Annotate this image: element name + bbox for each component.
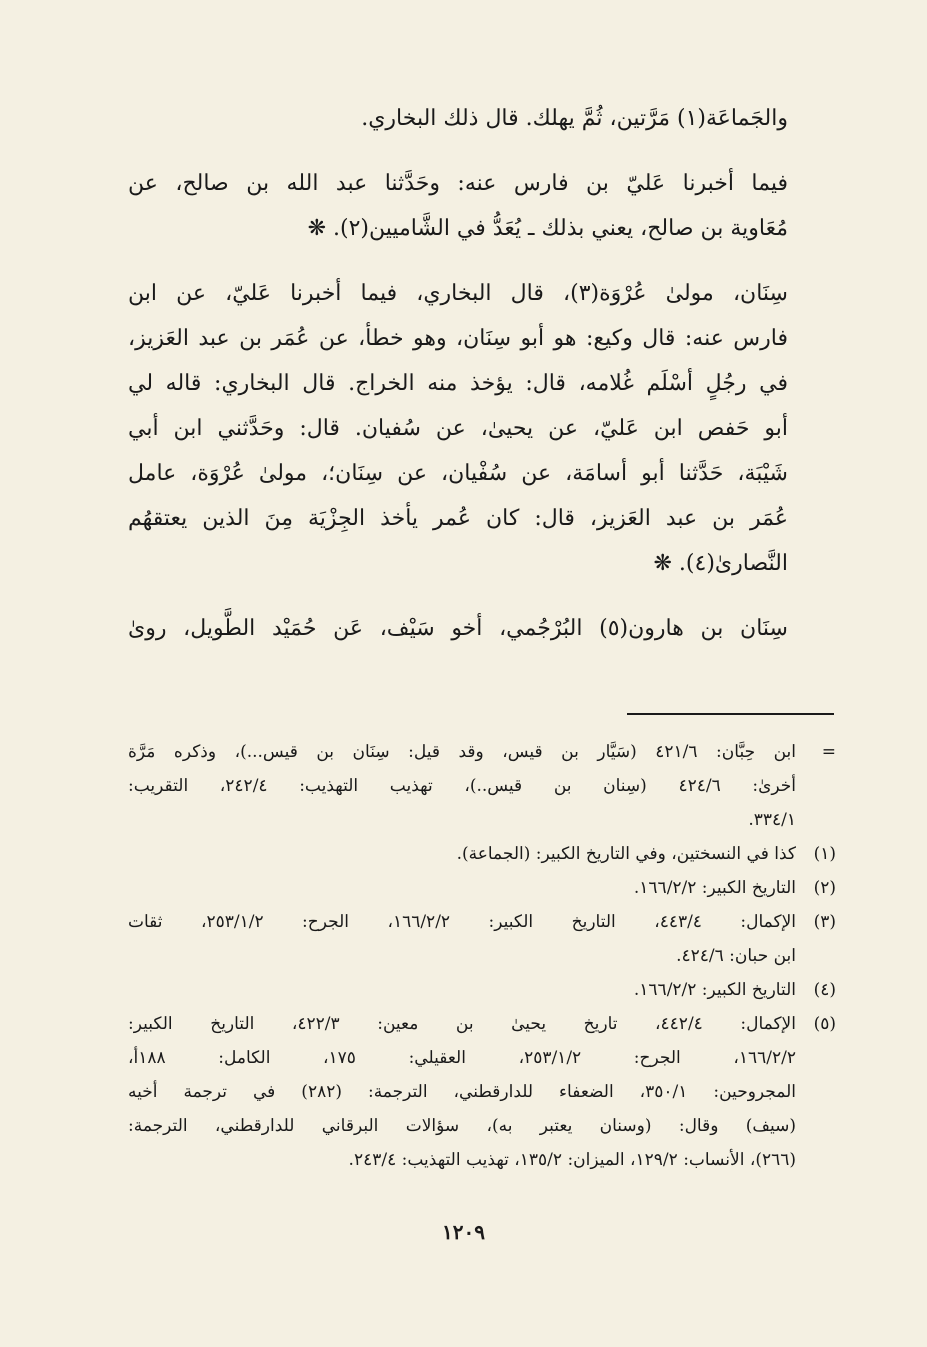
footnote-line: (٢٦٦)، الأنساب: ١٢٩/٢، الميزان: ١٣٥/٢، تهذيب التهذيب: ٢٤٣/٤. <box>348 1150 796 1170</box>
text-line: في رجُلٍ أسْلَم غُلامه، قال: يؤخذ منه الخراج. قال البخاري: قاله لي <box>128 371 788 396</box>
text-line: عُمَر بن عبد العَزيز، قال: كان عُمر يأخذ الجِزْيَة مِنَ الذين يعتقهُم <box>128 506 788 531</box>
footnotes <box>128 735 836 1177</box>
footnote-line: (سيف) وقال: (وسنان يعتبر به)، سؤالات البرقاني للدارقطني، الترجمة: <box>128 1116 796 1136</box>
footnote-marker: (٣) <box>813 912 836 932</box>
footnote-line: الإكمال: ٤٤٣/٤، التاريخ الكبير: ١٦٦/٢/٢، الجرح: ٢٥٣/١/٢، ثقات <box>128 912 796 932</box>
footnote-line: المجروحين: ٣٥٠/١، الضعفاء للدارقطني، الترجمة: (٢٨٢) في ترجمة أخيه <box>128 1082 796 1102</box>
text-line: فارس عنه: قال وكيع: هو أبو سِنَان، وهو خطأ، عن عُمَر بن عبد العَزيز، <box>128 326 788 351</box>
paragraph-2 <box>128 161 788 251</box>
text-line: مُعَاوية بن صالح، يعني بذلك ـ يُعَدُّ في الشَّاميين(٢). ❋ <box>307 216 788 241</box>
footnote-line: ٣٣٤/١. <box>748 810 796 830</box>
footnote-marker: (١) <box>813 844 836 864</box>
footnote-divider <box>627 713 834 715</box>
footnote-line: التاريخ الكبير: ١٦٦/٢/٢. <box>633 980 796 1000</box>
footnote-line: أخرىٰ: ٤٢٤/٦ (سِنان بن قيس..)، تهذيب التهذيب: ٢٤٢/٤، التقريب: <box>128 776 796 796</box>
footnote-2 <box>128 871 836 905</box>
paragraph-3 <box>128 271 788 586</box>
footnote-line: ابن حِبَّان: ٤٢١/٦ (سَيَّار بن قيس، وقد قيل: سِنَان بن قيس...)، وذكره مَرَّة <box>128 742 796 762</box>
footnote-line: ١٦٦/٢/٢، الجرح: ٢٥٣/١/٢، العقيلي: ١٧٥، الكامل: ١٨٨أ، <box>128 1048 796 1068</box>
footnote-5 <box>128 1007 836 1177</box>
footnote-marker: = <box>821 742 836 762</box>
footnote-1 <box>128 837 836 871</box>
text-line: سِنَان بن هارون(٥) البُرْجُمي، أخو سَيْف، عَن حُمَيْد الطَّويل، روىٰ <box>128 616 788 641</box>
footnote-marker: (٥) <box>813 1014 836 1034</box>
footnote-line: كذا في النسختين، وفي التاريخ الكبير: (الجماعة). <box>456 844 796 864</box>
footnote-marker: (٢) <box>813 878 836 898</box>
footnote-line: التاريخ الكبير: ١٦٦/٢/٢. <box>633 878 796 898</box>
text-line: النَّصارىٰ(٤). ❋ <box>653 551 788 576</box>
text-line: فيما أخبرنا عَليّ بن فارس عنه: وحَدَّثنا عبد الله بن صالح، عن <box>128 171 788 196</box>
footnote-4 <box>128 973 836 1007</box>
text-line: والجَماعَة(١) مَرَّتين، ثُمَّ يهلك. قال ذلك البخاري. <box>361 106 788 131</box>
footnote-line: ابن حبان: ٤٢٤/٦. <box>676 946 796 966</box>
paragraph-1 <box>128 96 788 141</box>
main-text <box>128 96 788 671</box>
footnote-continued <box>128 735 836 837</box>
footnote-3 <box>128 905 836 973</box>
text-line: أبو حَفص ابن عَليّ، عن يحيىٰ، عن سُفيان. قال: وحَدَّثني ابن أبي <box>128 416 788 441</box>
footnote-marker: (٤) <box>813 980 836 1000</box>
page-number: ١٢٠٩ <box>442 1220 485 1244</box>
footnote-line: الإكمال: ٤٤٢/٤، تاريخ يحيىٰ بن معين: ٤٢٢/٣، التاريخ الكبير: <box>128 1014 796 1034</box>
paragraph-4 <box>128 606 788 651</box>
text-line: شَيْبَة، حَدَّثنا أبو أسامَة، عن سُفْيان، عن سِنَان؛، مولىٰ عُرْوَة، عامل <box>128 461 788 486</box>
text-line: سِنَان، مولىٰ عُرْوَة(٣)، قال البخاري، فيما أخبرنا عَليّ، عن ابن <box>128 281 788 306</box>
